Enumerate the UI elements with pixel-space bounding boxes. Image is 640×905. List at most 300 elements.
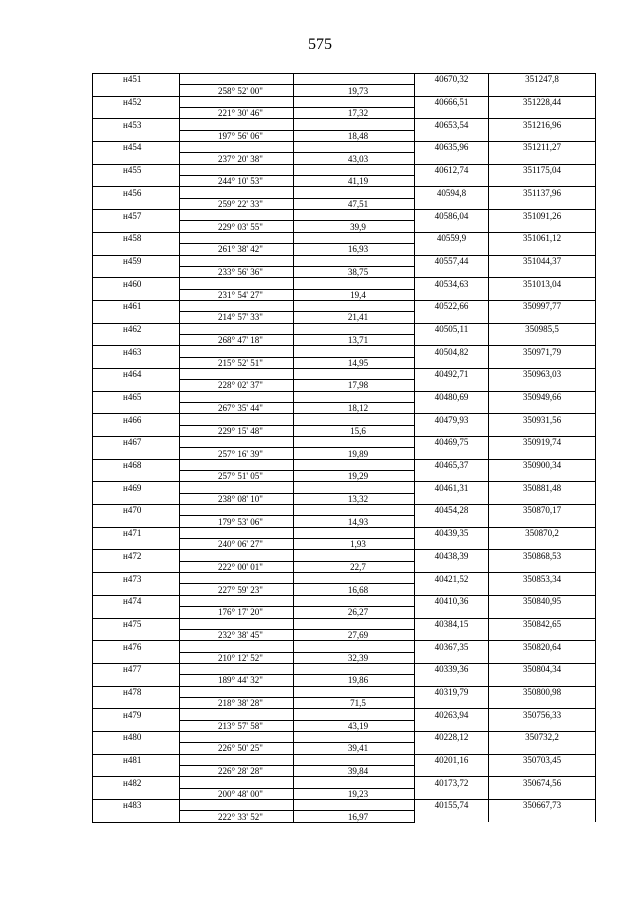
segment-row [93, 561, 596, 572]
y-coordinate: 351091,26 [489, 210, 596, 221]
empty-angle-cell [180, 232, 294, 243]
point-name: н475 [93, 618, 180, 629]
empty-y-cell [489, 493, 596, 504]
point-name: н469 [93, 482, 180, 493]
empty-angle-cell [180, 74, 294, 85]
x-coordinate: 40263,94 [415, 709, 489, 720]
empty-x-cell [415, 289, 489, 300]
segment-length: 21,41 [294, 312, 415, 323]
empty-distance-cell [294, 800, 415, 811]
empty-y-cell [489, 516, 596, 527]
empty-x-cell [415, 425, 489, 436]
empty-distance-cell [294, 187, 415, 198]
direction-angle: 267° 35' 44" [180, 402, 294, 413]
empty-name-cell [93, 675, 180, 686]
point-name: н455 [93, 164, 180, 175]
empty-angle-cell [180, 731, 294, 742]
x-coordinate: 40454,28 [415, 505, 489, 516]
empty-x-cell [415, 743, 489, 754]
segment-row [93, 176, 596, 187]
empty-distance-cell [294, 437, 415, 448]
empty-x-cell [415, 176, 489, 187]
x-coordinate: 40480,69 [415, 391, 489, 402]
direction-angle: 261° 38' 42" [180, 244, 294, 255]
point-name: н451 [93, 74, 180, 85]
direction-angle: 179° 53' 06" [180, 516, 294, 527]
segment-length: 16,68 [294, 584, 415, 595]
empty-distance-cell [294, 731, 415, 742]
point-name: н458 [93, 232, 180, 243]
empty-name-cell [93, 266, 180, 277]
point-row [93, 210, 596, 221]
empty-y-cell [489, 561, 596, 572]
empty-x-cell [415, 130, 489, 141]
empty-y-cell [489, 765, 596, 776]
segment-row [93, 675, 596, 686]
x-coordinate: 40666,51 [415, 96, 489, 107]
y-coordinate: 351228,44 [489, 96, 596, 107]
point-name: н470 [93, 505, 180, 516]
direction-angle: 231° 54' 27" [180, 289, 294, 300]
empty-x-cell [415, 539, 489, 550]
y-coordinate: 351247,8 [489, 74, 596, 85]
x-coordinate: 40670,32 [415, 74, 489, 85]
x-coordinate: 40635,96 [415, 142, 489, 153]
y-coordinate: 351044,37 [489, 255, 596, 266]
empty-x-cell [415, 266, 489, 277]
empty-distance-cell [294, 641, 415, 652]
x-coordinate: 40522,66 [415, 300, 489, 311]
table-body [93, 74, 596, 823]
empty-x-cell [415, 334, 489, 345]
segment-length: 38,75 [294, 266, 415, 277]
page-number: 575 [308, 36, 332, 53]
point-name: н482 [93, 777, 180, 788]
empty-name-cell [93, 334, 180, 345]
y-coordinate: 350963,03 [489, 368, 596, 379]
empty-name-cell [93, 85, 180, 96]
empty-distance-cell [294, 754, 415, 765]
point-row [93, 550, 596, 561]
empty-distance-cell [294, 505, 415, 516]
empty-distance-cell [294, 482, 415, 493]
point-row [93, 414, 596, 425]
point-row [93, 573, 596, 584]
y-coordinate: 351137,96 [489, 187, 596, 198]
segment-row [93, 266, 596, 277]
point-name: н461 [93, 300, 180, 311]
point-row [93, 74, 596, 85]
empty-distance-cell [294, 278, 415, 289]
empty-distance-cell [294, 777, 415, 788]
empty-name-cell [93, 198, 180, 209]
point-row [93, 505, 596, 516]
empty-angle-cell [180, 323, 294, 334]
y-coordinate: 350804,34 [489, 663, 596, 674]
segment-row [93, 380, 596, 391]
direction-angle: 176° 17' 20" [180, 607, 294, 618]
segment-length: 19,23 [294, 788, 415, 799]
direction-angle: 244° 10' 53" [180, 176, 294, 187]
y-coordinate: 351211,27 [489, 142, 596, 153]
direction-angle: 233° 56' 36" [180, 266, 294, 277]
segment-row [93, 85, 596, 96]
direction-angle: 210° 12' 52" [180, 652, 294, 663]
x-coordinate: 40534,63 [415, 278, 489, 289]
x-coordinate: 40438,39 [415, 550, 489, 561]
x-coordinate: 40586,04 [415, 210, 489, 221]
segment-row [93, 493, 596, 504]
point-row [93, 731, 596, 742]
y-coordinate: 350919,74 [489, 437, 596, 448]
direction-angle: 268° 47' 18" [180, 334, 294, 345]
empty-distance-cell [294, 550, 415, 561]
empty-name-cell [93, 448, 180, 459]
point-row [93, 300, 596, 311]
empty-name-cell [93, 516, 180, 527]
point-name: н467 [93, 437, 180, 448]
empty-angle-cell [180, 595, 294, 606]
segment-length: 18,12 [294, 402, 415, 413]
empty-distance-cell [294, 164, 415, 175]
point-name: н463 [93, 346, 180, 357]
segment-row [93, 334, 596, 345]
y-coordinate: 350997,77 [489, 300, 596, 311]
empty-distance-cell [294, 414, 415, 425]
point-name: н477 [93, 663, 180, 674]
direction-angle: 200° 48' 00" [180, 788, 294, 799]
point-row [93, 391, 596, 402]
y-coordinate: 350667,73 [489, 800, 596, 811]
y-coordinate: 350853,34 [489, 573, 596, 584]
point-row [93, 368, 596, 379]
point-row [93, 187, 596, 198]
segment-length: 18,48 [294, 130, 415, 141]
x-coordinate: 40228,12 [415, 731, 489, 742]
point-row [93, 437, 596, 448]
direction-angle: 237° 20' 38" [180, 153, 294, 164]
empty-y-cell [489, 471, 596, 482]
point-name: н474 [93, 595, 180, 606]
empty-y-cell [489, 334, 596, 345]
segment-length: 39,84 [294, 765, 415, 776]
empty-angle-cell [180, 663, 294, 674]
y-coordinate: 350931,56 [489, 414, 596, 425]
y-coordinate: 350840,95 [489, 595, 596, 606]
x-coordinate: 40384,15 [415, 618, 489, 629]
segment-row [93, 584, 596, 595]
empty-x-cell [415, 471, 489, 482]
point-name: н462 [93, 323, 180, 334]
segment-length: 13,71 [294, 334, 415, 345]
y-coordinate: 351013,04 [489, 278, 596, 289]
point-row [93, 164, 596, 175]
segment-row [93, 153, 596, 164]
empty-distance-cell [294, 595, 415, 606]
x-coordinate: 40504,82 [415, 346, 489, 357]
segment-length: 14,93 [294, 516, 415, 527]
empty-angle-cell [180, 686, 294, 697]
direction-angle: 226° 28' 28" [180, 765, 294, 776]
empty-distance-cell [294, 686, 415, 697]
empty-y-cell [489, 448, 596, 459]
point-name: н459 [93, 255, 180, 266]
y-coordinate: 350756,33 [489, 709, 596, 720]
y-coordinate: 350800,98 [489, 686, 596, 697]
empty-name-cell [93, 629, 180, 640]
empty-name-cell [93, 176, 180, 187]
segment-length: 39,41 [294, 743, 415, 754]
x-coordinate: 40479,93 [415, 414, 489, 425]
empty-distance-cell [294, 300, 415, 311]
direction-angle: 258° 52' 00" [180, 85, 294, 96]
segment-row [93, 130, 596, 141]
direction-angle: 214° 57' 33" [180, 312, 294, 323]
point-row [93, 346, 596, 357]
empty-angle-cell [180, 550, 294, 561]
point-name: н454 [93, 142, 180, 153]
empty-x-cell [415, 629, 489, 640]
y-coordinate: 350900,34 [489, 459, 596, 470]
segment-length: 43,19 [294, 720, 415, 731]
empty-name-cell [93, 607, 180, 618]
x-coordinate: 40201,16 [415, 754, 489, 765]
empty-y-cell [489, 743, 596, 754]
segment-length: 39,9 [294, 221, 415, 232]
empty-distance-cell [294, 663, 415, 674]
y-coordinate: 350868,53 [489, 550, 596, 561]
direction-angle: 189° 44' 32" [180, 675, 294, 686]
segment-row [93, 652, 596, 663]
segment-row [93, 720, 596, 731]
empty-angle-cell [180, 142, 294, 153]
empty-x-cell [415, 607, 489, 618]
empty-y-cell [489, 244, 596, 255]
segment-length: 26,27 [294, 607, 415, 618]
point-name: н457 [93, 210, 180, 221]
segment-length: 19,29 [294, 471, 415, 482]
x-coordinate: 40367,35 [415, 641, 489, 652]
empty-x-cell [415, 108, 489, 119]
x-coordinate: 40469,75 [415, 437, 489, 448]
empty-y-cell [489, 108, 596, 119]
x-coordinate: 40653,54 [415, 119, 489, 130]
point-name: н480 [93, 731, 180, 742]
point-name: н468 [93, 459, 180, 470]
empty-x-cell [415, 198, 489, 209]
segment-row [93, 425, 596, 436]
empty-y-cell [489, 357, 596, 368]
point-name: н471 [93, 527, 180, 538]
segment-row [93, 539, 596, 550]
empty-y-cell [489, 675, 596, 686]
empty-x-cell [415, 516, 489, 527]
segment-length: 16,93 [294, 244, 415, 255]
empty-angle-cell [180, 709, 294, 720]
point-row [93, 686, 596, 697]
empty-angle-cell [180, 800, 294, 811]
empty-angle-cell [180, 754, 294, 765]
empty-distance-cell [294, 709, 415, 720]
empty-name-cell [93, 697, 180, 708]
empty-x-cell [415, 493, 489, 504]
empty-name-cell [93, 221, 180, 232]
y-coordinate: 350870,17 [489, 505, 596, 516]
segment-length: 1,93 [294, 539, 415, 550]
empty-name-cell [93, 425, 180, 436]
empty-y-cell [489, 720, 596, 731]
empty-distance-cell [294, 142, 415, 153]
direction-angle: 229° 15' 48" [180, 425, 294, 436]
empty-y-cell [489, 697, 596, 708]
empty-y-cell [489, 198, 596, 209]
empty-y-cell [489, 130, 596, 141]
segment-length: 43,03 [294, 153, 415, 164]
point-row [93, 323, 596, 334]
point-row [93, 595, 596, 606]
empty-name-cell [93, 471, 180, 482]
empty-x-cell [415, 448, 489, 459]
y-coordinate: 351175,04 [489, 164, 596, 175]
y-coordinate: 350674,56 [489, 777, 596, 788]
x-coordinate: 40559,9 [415, 232, 489, 243]
empty-x-cell [415, 357, 489, 368]
empty-y-cell [489, 539, 596, 550]
y-coordinate: 351216,96 [489, 119, 596, 130]
empty-distance-cell [294, 459, 415, 470]
x-coordinate: 40505,11 [415, 323, 489, 334]
empty-angle-cell [180, 368, 294, 379]
empty-x-cell [415, 811, 489, 822]
point-name: н472 [93, 550, 180, 561]
empty-angle-cell [180, 346, 294, 357]
empty-x-cell [415, 720, 489, 731]
empty-angle-cell [180, 527, 294, 538]
point-row [93, 754, 596, 765]
y-coordinate: 351061,12 [489, 232, 596, 243]
segment-length: 41,19 [294, 176, 415, 187]
empty-name-cell [93, 765, 180, 776]
point-row [93, 96, 596, 107]
x-coordinate: 40421,52 [415, 573, 489, 584]
direction-angle: 232° 38' 45" [180, 629, 294, 640]
point-row [93, 255, 596, 266]
y-coordinate: 350820,64 [489, 641, 596, 652]
segment-length: 71,5 [294, 697, 415, 708]
x-coordinate: 40461,31 [415, 482, 489, 493]
empty-name-cell [93, 402, 180, 413]
empty-distance-cell [294, 618, 415, 629]
empty-name-cell [93, 153, 180, 164]
point-name: н473 [93, 573, 180, 584]
y-coordinate: 350703,45 [489, 754, 596, 765]
empty-y-cell [489, 221, 596, 232]
direction-angle: 213° 57' 58" [180, 720, 294, 731]
segment-length: 22,7 [294, 561, 415, 572]
direction-angle: 227° 59' 23" [180, 584, 294, 595]
x-coordinate: 40492,71 [415, 368, 489, 379]
direction-angle: 257° 51' 05" [180, 471, 294, 482]
empty-angle-cell [180, 459, 294, 470]
empty-x-cell [415, 675, 489, 686]
segment-length: 19,4 [294, 289, 415, 300]
direction-angle: 197° 56' 06" [180, 130, 294, 141]
coordinates-table [92, 73, 596, 823]
point-row [93, 527, 596, 538]
empty-x-cell [415, 221, 489, 232]
empty-x-cell [415, 244, 489, 255]
empty-name-cell [93, 561, 180, 572]
point-row [93, 800, 596, 811]
point-name: н478 [93, 686, 180, 697]
empty-name-cell [93, 289, 180, 300]
empty-name-cell [93, 788, 180, 799]
segment-row [93, 312, 596, 323]
point-row [93, 641, 596, 652]
empty-x-cell [415, 153, 489, 164]
direction-angle: 240° 06' 27" [180, 539, 294, 550]
direction-angle: 238° 08' 10" [180, 493, 294, 504]
empty-name-cell [93, 539, 180, 550]
segment-row [93, 244, 596, 255]
segment-row [93, 108, 596, 119]
empty-distance-cell [294, 527, 415, 538]
segment-length: 14,95 [294, 357, 415, 368]
segment-row [93, 516, 596, 527]
x-coordinate: 40155,74 [415, 800, 489, 811]
segment-row [93, 471, 596, 482]
empty-name-cell [93, 493, 180, 504]
segment-length: 32,39 [294, 652, 415, 663]
empty-y-cell [489, 176, 596, 187]
empty-y-cell [489, 312, 596, 323]
segment-length: 19,73 [294, 85, 415, 96]
empty-distance-cell [294, 573, 415, 584]
empty-y-cell [489, 652, 596, 663]
empty-angle-cell [180, 777, 294, 788]
y-coordinate: 350842,65 [489, 618, 596, 629]
empty-angle-cell [180, 255, 294, 266]
segment-row [93, 811, 596, 822]
empty-name-cell [93, 130, 180, 141]
segment-row [93, 357, 596, 368]
empty-x-cell [415, 380, 489, 391]
direction-angle: 229° 03' 55" [180, 221, 294, 232]
x-coordinate: 40410,36 [415, 595, 489, 606]
empty-angle-cell [180, 641, 294, 652]
empty-angle-cell [180, 414, 294, 425]
direction-angle: 226° 50' 25" [180, 743, 294, 754]
y-coordinate: 350985,5 [489, 323, 596, 334]
empty-angle-cell [180, 187, 294, 198]
point-row [93, 777, 596, 788]
point-name: н481 [93, 754, 180, 765]
y-coordinate: 350732,2 [489, 731, 596, 742]
direction-angle: 215° 52' 51" [180, 357, 294, 368]
empty-y-cell [489, 788, 596, 799]
point-name: н479 [93, 709, 180, 720]
empty-y-cell [489, 153, 596, 164]
segment-row [93, 289, 596, 300]
segment-row [93, 402, 596, 413]
empty-angle-cell [180, 210, 294, 221]
direction-angle: 257° 16' 39" [180, 448, 294, 459]
point-name: н452 [93, 96, 180, 107]
point-name: н453 [93, 119, 180, 130]
empty-name-cell [93, 743, 180, 754]
direction-angle: 259° 22' 33" [180, 198, 294, 209]
empty-distance-cell [294, 346, 415, 357]
